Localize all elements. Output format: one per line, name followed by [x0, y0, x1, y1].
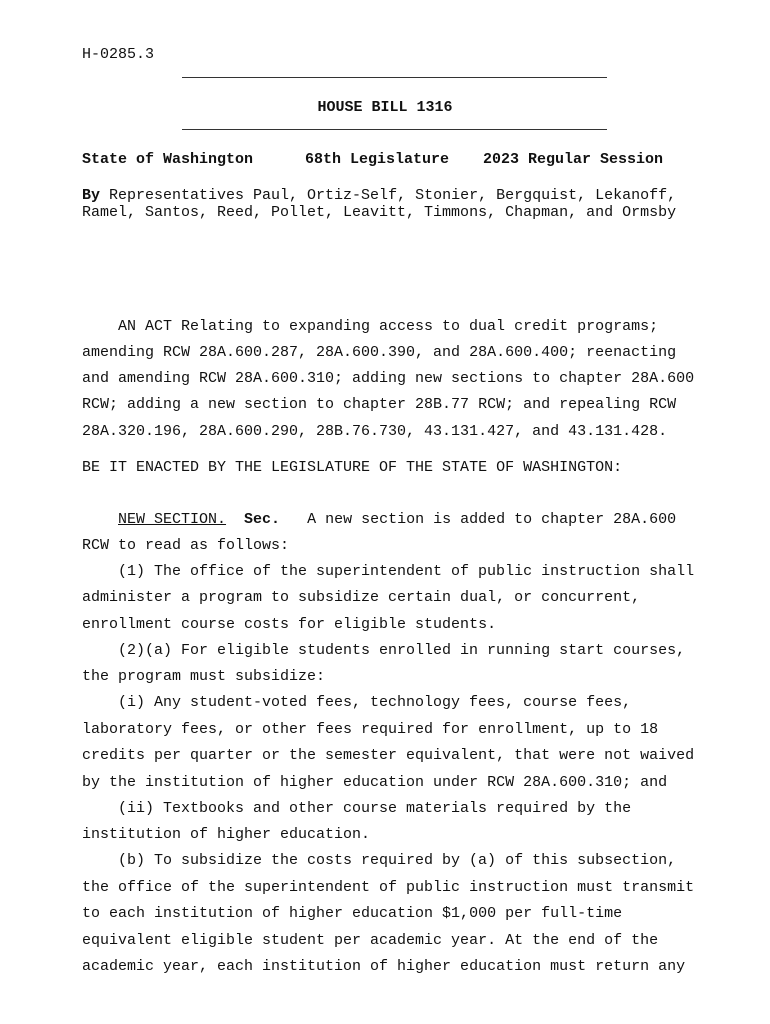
sponsors-line-1 — [82, 187, 676, 205]
section-line: (2)(a) For eligible students enrolled in running start courses, — [118, 642, 686, 659]
act-line: 28A.320.196, 28A.600.290, 28B.76.730, 43.131.427, and 43.131.428. — [82, 423, 668, 440]
section-line: to each institution of higher education $1,000 per full-time — [82, 905, 623, 922]
section-heading — [118, 511, 676, 529]
act-line: and amending RCW 28A.600.310; adding new sections to chapter 28A.600 — [82, 370, 695, 387]
session-state: State of Washington — [82, 151, 254, 168]
section-line: equivalent eligible student per academic year. At the end of the — [82, 932, 659, 949]
title-rule-bottom — [182, 129, 607, 130]
session-name: 2023 Regular Session — [483, 151, 664, 168]
title-rule-top — [182, 77, 607, 78]
section-line: (1) The office of the superintendent of public instruction shall — [118, 563, 695, 580]
act-line: amending RCW 28A.600.287, 28A.600.390, and 28A.600.400; reenacting — [82, 344, 677, 361]
session-legislature: 68th Legislature — [305, 151, 450, 168]
sponsors-by-label: By — [82, 187, 101, 204]
section-line: (b) To subsidize the costs required by (a) of this subsection, — [118, 852, 677, 869]
act-line: AN ACT Relating to expanding access to dual credit programs; — [118, 318, 659, 335]
section-line: academic year, each institution of higher education must return any — [82, 958, 686, 975]
section-line: the program must subsidize: — [82, 668, 326, 685]
section-line: RCW to read as follows: — [82, 537, 290, 554]
bill-title: HOUSE BILL 1316 — [317, 99, 453, 116]
document-id: H-0285.3 — [82, 46, 155, 63]
section-line: institution of higher education. — [82, 826, 371, 843]
section-line: by the institution of higher education under RCW 28A.600.310; and — [82, 774, 668, 791]
sec-label: Sec. — [244, 511, 281, 528]
act-line: RCW; adding a new section to chapter 28B.77 RCW; and repealing RCW — [82, 396, 677, 413]
enacting-clause: BE IT ENACTED BY THE LEGISLATURE OF THE STATE OF WASHINGTON: — [82, 459, 623, 476]
section-line: (i) Any student-voted fees, technology fees, course fees, — [118, 694, 632, 711]
sponsors-line-2: Ramel, Santos, Reed, Pollet, Leavitt, Timmons, Chapman, and Ormsby — [82, 204, 677, 221]
section-line: (ii) Textbooks and other course materials required by the — [118, 800, 632, 817]
section-line: enrollment course costs for eligible students. — [82, 616, 497, 633]
section-line: laboratory fees, or other fees required for enrollment, up to 18 — [82, 721, 659, 738]
section-line: the office of the superintendent of public instruction must transmit — [82, 879, 695, 896]
sponsors-text-1: Representatives Paul, Ortiz-Self, Stonier, Bergquist, Lekanoff, — [100, 187, 677, 204]
new-section-label: NEW SECTION. — [118, 511, 227, 528]
section-line: credits per quarter or the semester equivalent, that were not waived — [82, 747, 695, 764]
section-line: administer a program to subsidize certain dual, or concurrent, — [82, 589, 641, 606]
section-heading-text: A new section is added to chapter 28A.600 — [280, 511, 677, 528]
